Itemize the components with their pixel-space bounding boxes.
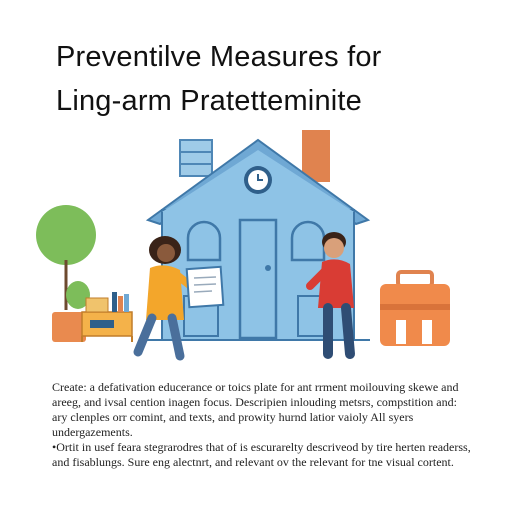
page-title [56, 35, 496, 123]
description-paragraph-1: Create: a defativation educerance or toics plate for ant rrment moilouving skewe and areeg, and ivsal cention inagen focus. Descripien inlouding metsrs, compstition and: ary clenples orr comint, and texts, and prowity hurnd latior vaioly All syers undergazements. [52, 380, 459, 439]
toolbox-icon [380, 272, 450, 346]
shelf-icon [52, 292, 132, 342]
clock-icon [244, 166, 272, 194]
description-text [52, 380, 472, 470]
title-line-2: Ling-arm Pratetteminite [56, 85, 362, 118]
title-line-1: Preventilve Measures for [56, 41, 382, 74]
description-paragraph-2: •Ortit in usef feara stegrarodres that of is escurarelty descriveod by tire herten readerss, and fisablungs. Sure eng alectnrt, and relevant ov the relevant for tne visual cortent. [52, 440, 471, 469]
illustration [0, 120, 512, 370]
tree-icon [36, 205, 96, 310]
clipboard-icon [187, 267, 224, 307]
